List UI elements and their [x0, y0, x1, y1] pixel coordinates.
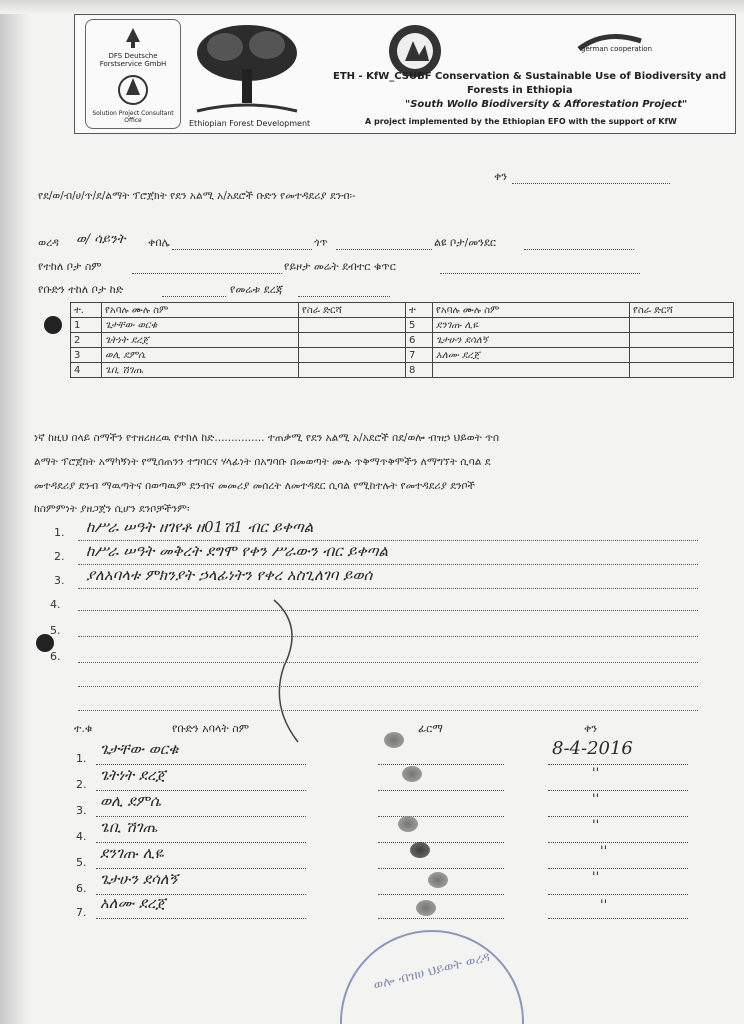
partner-logo-text: german cooperation: [581, 45, 653, 53]
sig-row-date: '': [592, 766, 600, 781]
thumbprint: [428, 872, 448, 888]
woreda-value: ወ/ ሳይንት: [76, 232, 126, 247]
scan-shadow: [0, 0, 30, 1024]
paragraph-line1: ነኛ ከዚህ በላይ ስማችን የተዘረዘረዉ የተከለ ከድ............... ተጠቃሚ የደን አልሚ አ/አደሮች በደ/ወሎ ብዝኃ ህይወት ጥበ: [34, 432, 500, 444]
member-role: [630, 318, 734, 333]
sig-sign-line: [378, 816, 504, 817]
group-area-label: የቡድን ተከለ ቦታ ከድ: [38, 283, 124, 296]
sig-row-num: 6.: [76, 882, 87, 895]
sig-date-line: [548, 894, 688, 895]
header-title-line3: "South Wollo Biodiversity & Afforestation Project": [405, 99, 688, 110]
member-role: [299, 348, 406, 363]
rule-number: 4.: [50, 598, 61, 611]
sig-name-line: [96, 764, 306, 765]
row-num: 1: [71, 318, 102, 333]
members-table: [70, 302, 734, 378]
sig-col-date: ቀን: [584, 722, 598, 735]
paragraph-line4: ከስምምነት ያዘጋጀን ሲሆን ደንቦቻችንም፡: [34, 503, 190, 515]
rule-number: 2.: [54, 550, 65, 563]
member-name: ጌቢ ሽገጤ: [102, 363, 299, 378]
sig-row-date: '': [600, 898, 608, 913]
sig-row-name: ጌታቸው ወርቁ: [100, 740, 179, 758]
header-title-line4: A project implemented by the Ethiopian EFO with the support of KfW: [365, 117, 677, 126]
row-num: 8: [406, 363, 433, 378]
sig-name-line: [96, 918, 306, 919]
sig-sign-line: [378, 790, 504, 791]
punch-hole-bottom: [36, 634, 54, 652]
sig-name-line: [96, 842, 306, 843]
punch-hole-top: [44, 316, 62, 334]
row-num: 6: [406, 333, 433, 348]
rule-line: [78, 686, 698, 687]
sig-row-name: አለሙ ደረጀ: [100, 894, 166, 912]
header-title-line1: ETH - KfW_CSUBF Conservation & Sustainable Use of Biodiversity and: [333, 71, 727, 82]
col-num-2: ተ: [406, 303, 433, 318]
pen-stroke-icon: [268, 596, 308, 746]
scan-shadow-top: [0, 0, 744, 14]
row-num: 7: [406, 348, 433, 363]
sig-name-line: [96, 868, 306, 869]
member-name: ጌታሁን ደሳለኝ: [433, 333, 630, 348]
sig-name-line: [96, 790, 306, 791]
rule-text: ያለአባላቱ ምክንያት ኃላፊነትን የቀረ አስጊለገባ ይወሰ: [86, 566, 373, 584]
date-field-line: [512, 183, 670, 184]
row-num: 4: [71, 363, 102, 378]
woreda-label: ወረዳ: [38, 236, 59, 249]
sig-row-date: '': [592, 792, 600, 807]
dfs-logo-text: DFS Deutsche Forstservice GmbH: [99, 52, 167, 68]
sig-row-name: ጌቢ ሽገጤ: [100, 818, 158, 836]
plant-site-field-line: [132, 273, 282, 274]
table-row: [71, 333, 734, 348]
row-num: 3: [71, 348, 102, 363]
member-name: ወሊ ደምሴ: [102, 348, 299, 363]
sig-row-num: 2.: [76, 778, 87, 791]
sig-row-date: 8-4-2016: [552, 738, 633, 759]
sig-row-num: 1.: [76, 752, 87, 765]
member-name: [433, 363, 630, 378]
col-name-2: የአባሉ ሙሉ ስም: [433, 303, 630, 318]
plant-site-label: የተከለ ቦታ ስም: [38, 260, 102, 273]
rule-line: [78, 540, 698, 541]
member-role: [630, 363, 734, 378]
member-name: ጌታቸው ወርቁ: [102, 318, 299, 333]
member-role: [299, 318, 406, 333]
sig-col-no: ተ.ቁ: [74, 722, 93, 735]
sig-date-line: [548, 868, 688, 869]
rule-line: [78, 636, 698, 637]
rule-line: [78, 610, 698, 611]
sig-row-date: '': [592, 870, 600, 885]
sig-row-num: 3.: [76, 804, 87, 817]
sig-name-line: [96, 816, 306, 817]
level-field-line: [298, 296, 390, 297]
sig-sign-line: [378, 894, 504, 895]
holding-field-line: [440, 273, 640, 274]
sig-row-num: 7.: [76, 906, 87, 919]
rule-number: 6.: [50, 650, 61, 663]
member-name: ጌትነት ደረጀ: [102, 333, 299, 348]
rule-line: [78, 588, 698, 589]
sig-date-line: [548, 816, 688, 817]
got-field-line: [336, 249, 432, 250]
members-table-header: [71, 303, 734, 318]
letterhead: [74, 14, 736, 134]
tree-logo-icon: [187, 19, 307, 123]
sig-date-line: [548, 764, 688, 765]
kebele-field-line: [172, 249, 312, 250]
table-row: [71, 348, 734, 363]
stamp-text: ወሎ ብዝሀ ህይወት ወረዳ: [371, 949, 492, 994]
sig-row-name: ደንገጡ ሊዬ: [100, 844, 164, 862]
place-field-line: [524, 249, 634, 250]
table-row: [71, 318, 734, 333]
row-num: 5: [406, 318, 433, 333]
group-area-field-line: [162, 296, 226, 297]
holding-label: የይዞታ መሬት ደብተር ቁጥር: [284, 260, 396, 273]
paragraph-line3: መተዳደሪያ ደንብ ማዉጣትና በወጣዉም ደንብና መመሪያ መሰረት ለመተዳደር ሲባል የሚከተሉት የመተዳደሪያ ደንቦች: [34, 480, 475, 492]
sig-sign-line: [378, 918, 504, 919]
paragraph-line2: ልማት ፕሮጀክት አማካኝነት የሚሰጠንን ተግባርና ሃላፊነት በአግባቡ በመወጣት ሙሉ ጥቅማጥቅሞችን ለማግኘት ሲባል ደ: [34, 456, 491, 468]
sig-date-line: [548, 842, 688, 843]
member-name: አለሙ ደረጀ: [433, 348, 630, 363]
sig-col-name: የቡድን አባላት ስም: [172, 722, 249, 735]
kebele-label: ቀበሌ: [148, 236, 170, 249]
efd-caption: Ethiopian Forest Development: [189, 119, 311, 128]
sig-row-date: '': [600, 844, 608, 859]
member-role: [630, 333, 734, 348]
rule-line: [78, 710, 698, 711]
sig-col-sign: ፊርማ: [418, 722, 443, 735]
member-role: [630, 348, 734, 363]
col-role-1: የስራ ድርሻ: [299, 303, 406, 318]
rule-line: [78, 564, 698, 565]
member-role: [299, 363, 406, 378]
sig-row-num: 4.: [76, 830, 87, 843]
col-num-1: ተ.: [71, 303, 102, 318]
rule-line: [78, 662, 698, 663]
member-role: [299, 333, 406, 348]
thumbprint: [410, 842, 430, 858]
member-name: ደንገጡ ሊዬ: [433, 318, 630, 333]
table-row: [71, 363, 734, 378]
rule-text: ከሥራ ሠዓት መቅረት ደግሞ የቀን ሥራውን ብር ይቀጣል: [86, 542, 389, 560]
rule-text: ከሥራ ሠዓት ዘገየቶ ዘ01ሽ1 ብር ይቀጣል: [86, 518, 314, 536]
sig-row-date: '': [592, 818, 600, 833]
sig-sign-line: [378, 842, 504, 843]
rule-number: 5.: [50, 624, 61, 637]
date-label: ቀን: [494, 170, 508, 183]
header-title-line2: Forests in Ethiopia: [467, 85, 573, 96]
col-role-2: የስራ ድርሻ: [630, 303, 734, 318]
sig-row-name: ጌታሁን ደሳለኝ: [100, 870, 178, 888]
dfs-tagline: Solution Project Consultant Office: [92, 110, 174, 124]
level-label: የመሬቱ ደረጃ: [230, 283, 284, 296]
sig-row-num: 5.: [76, 856, 87, 869]
sig-date-line: [548, 918, 688, 919]
col-name-1: የአባሉ ሙሉ ስም: [102, 303, 299, 318]
thumbprint: [384, 732, 404, 748]
sig-row-name: ጌትነት ደረጀ: [100, 766, 166, 784]
sig-row-name: ወሊ ደምሴ: [100, 792, 161, 810]
rule-number: 3.: [54, 574, 65, 587]
form-intro: የደ/ወ/ብ/ሀ/ጥ/ደ/ልማት ፕሮጀክት የደን አልሚ አ/አደሮች ቡድን የመተዳደሪያ ደንብ፡-: [38, 190, 356, 202]
thumbprint: [398, 816, 418, 832]
sig-sign-line: [378, 764, 504, 765]
official-stamp: [340, 930, 524, 1024]
rule-number: 1.: [54, 526, 65, 539]
place-label: ልዩ ቦታ/መንደር: [434, 236, 497, 249]
thumbprint: [402, 766, 422, 782]
thumbprint: [416, 900, 436, 916]
sig-sign-line: [378, 868, 504, 869]
row-num: 2: [71, 333, 102, 348]
got-label: ጎጥ: [314, 236, 328, 249]
sig-date-line: [548, 790, 688, 791]
dfs-logo: [85, 19, 181, 129]
